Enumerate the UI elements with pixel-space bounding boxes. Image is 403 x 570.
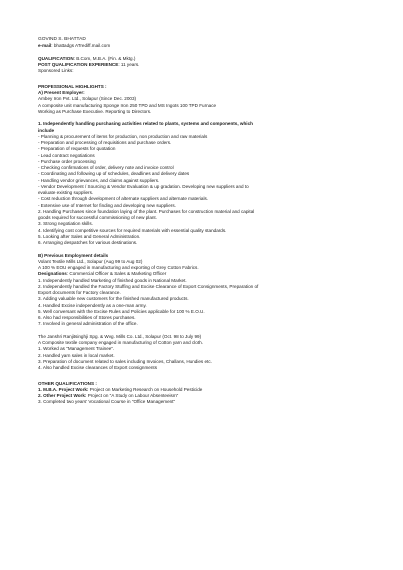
candidate-name: GOVIND S. BHATTAD xyxy=(38,37,86,42)
janshri-item: 1. Worked as "Management Trainee". xyxy=(38,346,115,352)
purchasing-item: - Lead contract negotiations xyxy=(38,152,95,158)
purchasing-item: - Purchase order processing xyxy=(38,158,96,164)
other-qualification-text: 3. Completed two years' Vocational Course in "Office Management" xyxy=(38,399,176,405)
previous-item: 2. Independently handled the Factory Stuffing and Excise Clearance of Export Consignments, Preparation of xyxy=(38,283,259,289)
email-value: : bhattadgs ATrediff.mail.com xyxy=(51,43,111,49)
janshri-item: 4. Also handled Excise clearances of Export consignments xyxy=(38,365,157,370)
janshri-item: 2. Handled yarn sales in local market. xyxy=(38,352,115,358)
janshri-item: 3. Preparation of document related to sales including Invoices, Challans, Hundies etc. xyxy=(38,358,212,364)
purchasing-item: - Preparation of requests for quotation xyxy=(38,146,116,152)
purchasing-item: - Handling vendor grievances, and claims against suppliers. xyxy=(38,177,160,183)
designation-label: Designations xyxy=(38,271,67,277)
other-qualification-text: Project on Marketing Research on Household Pesticide xyxy=(89,386,203,392)
purchasing-item: evaluate existing suppliers. xyxy=(38,190,94,195)
present-employer-line: Ambey Iron Pvt. Ltd., Solapur (Since Dec. 2003) xyxy=(38,96,137,102)
other-qualification-text: Project on "A Study on Labour Absenteeism" xyxy=(87,393,179,398)
designation-value: : Commercial Officer & Sales & Marketing Officer xyxy=(66,271,167,277)
purchasing-item: goods required for successful commissioning of new plant. xyxy=(38,215,157,220)
other-qualifications-title: OTHER QUALIFICATIONS : xyxy=(38,380,97,386)
purchasing-item: - Vendor Development / Sourcing & Vendor Evaluation & up gradation. Developing new suppliers and to xyxy=(38,183,249,189)
purchasing-item: - Planning & procurement of items for production, non production and raw materials xyxy=(38,133,208,139)
purchasing-item: 5. Looking after Sales and General Administration. xyxy=(38,233,141,239)
resume-document xyxy=(38,37,368,406)
previous-company-desc: A 100 % EOU engaged in manufacturing and exporting of Grey Cotton Fabrics. xyxy=(38,265,199,270)
email-label: e-mail xyxy=(38,43,52,49)
previous-employment-title: B) Previous Employment details xyxy=(38,252,109,258)
post-qualification-value: : 11 years. xyxy=(118,62,140,67)
purchasing-item: 4. Identifying cost competitive sources for required materials with essential quality standards. xyxy=(38,227,227,233)
previous-company: Volant Textile Mills Ltd., Solapur (Aug 99 to Aug 02) xyxy=(38,258,143,264)
qualification-label: QUALIFICATION xyxy=(38,55,74,61)
previous-item: 1. Independently handled Marketing of finished goods in National Market. xyxy=(38,277,187,283)
present-employer-line: Working as Purchase Executive. Reporting to Directors. xyxy=(38,108,152,114)
purchasing-item: - Coordinating and following up of schedules, deadlines and delivery dates xyxy=(38,171,190,177)
highlights-title: PROFESSIONAL HIGHLIGHTS : xyxy=(38,83,107,89)
other-qualification-label: 1. M.B.A. Project Work: xyxy=(38,386,89,392)
purchasing-heading: include xyxy=(38,127,55,133)
janshri-desc: A Composite textile company engaged in manufacturing of Cotton yarn and cloth. xyxy=(38,340,203,345)
purchasing-item: - Checking confirmations of order, delivery note and invoice control xyxy=(38,165,174,170)
purchasing-item: 3. Strong negotiation skills. xyxy=(38,221,93,227)
purchasing-item: 6. Arranging despatches for various destinations. xyxy=(38,240,138,245)
previous-item: 3. Adding valuable new customers for the finished manufactured products. xyxy=(38,296,189,302)
purchasing-item: 2. Handling Purchases since foundation laying of the plant. Purchases for construction material and capital xyxy=(38,208,255,214)
other-qualification-item xyxy=(38,399,368,405)
purchasing-item: - Extensive use of Internet for finding and developing new suppliers. xyxy=(38,202,176,208)
janshri-company: The Janshri Ranjitsinghji Spg. & Wvg. Mills Co. Ltd., Solapur (Oct. 98 to July 99) xyxy=(38,333,202,339)
post-qualification-label: POST QUALIFICATION EXPERIENCE xyxy=(38,62,119,67)
previous-item: 5. Well conversant with the Excise Rules and Policies applicable for 100 % E.O.U. xyxy=(38,308,205,314)
present-employer-label: A) Present Employer: xyxy=(38,90,85,95)
sponsored-links: Sponsored Links: xyxy=(38,68,74,74)
purchasing-item: - Preparation and processing of requisitions and purchase orders. xyxy=(38,140,172,145)
present-employer-line: A composite unit manufacturing Sponge Iron 250 TPD and MS Ingots 100 TPD Furnace xyxy=(38,102,217,108)
other-qualification-label: 2. Other Project Work: xyxy=(38,393,87,398)
previous-item: 4. Handled Excise independently as a one-man army. xyxy=(38,302,147,308)
purchasing-heading: 1. Independently handling purchasing activities related to plants, systems and components, which xyxy=(38,121,253,127)
previous-item: 6. Also had responsibilities of Stores purchases. xyxy=(38,315,136,320)
qualification-value: : B.Com, M.B.A. (Fin. & Mktg.) xyxy=(73,55,136,61)
previous-item: 7. Involved in general administration of the office. xyxy=(38,321,138,327)
purchasing-item: - Cost reduction through development of alternate suppliers and alternate materials. xyxy=(38,196,209,202)
previous-item: Export documents for Factory clearance. xyxy=(38,290,121,295)
